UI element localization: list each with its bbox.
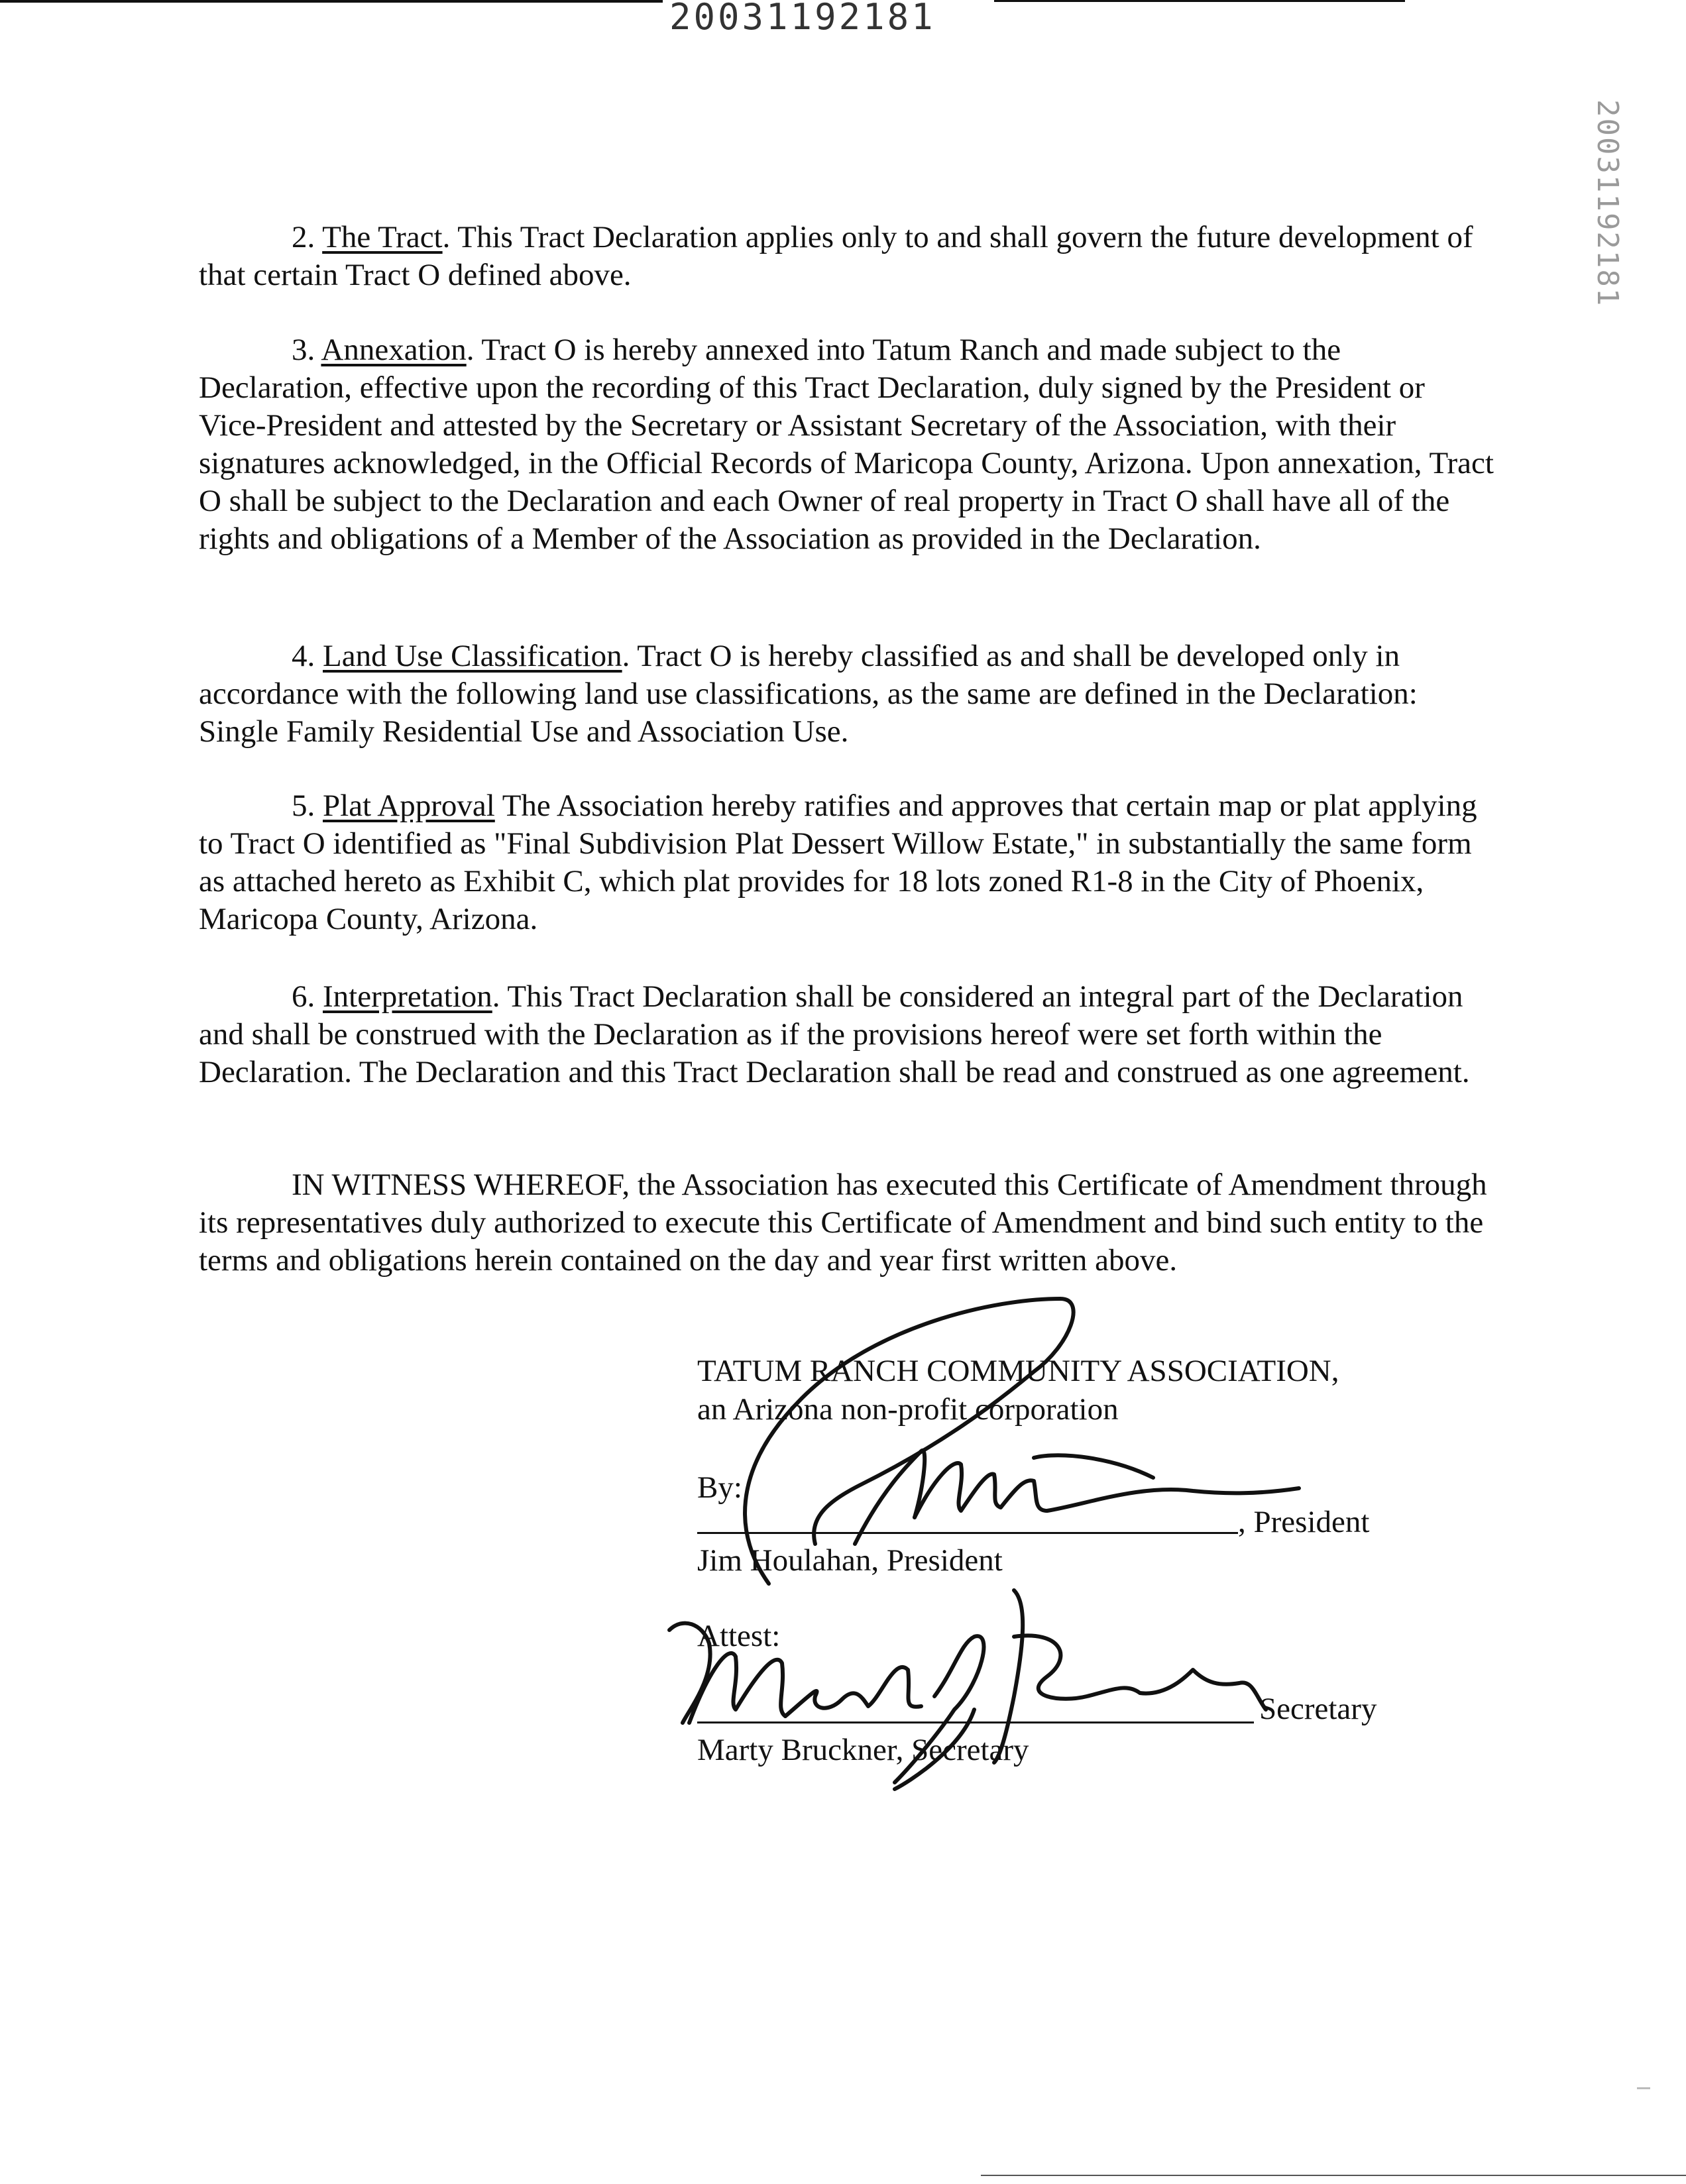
paragraph-land-use: 4. Land Use Classification. Tract O is hereby classified as and shall be developed only in accordance with the following land use classifications, as the same are defined in the Declaration: Single Family Residential Use and Association Use. [199,639,1418,749]
paragraph-text: This Tract Declaration shall be considered an integral part of the Declaration and shall be construed with the Declaration as if the provisions hereof were set forth within the Declaration. The Declaration and this Tract Declaration shall be read and construed as one agreement. [199,979,1470,1089]
org-description: an Arizona non-profit corporation [697,1392,1119,1427]
paragraph-text: This Tract Declaration applies only to and shall govern the future development of that certain Tract O defined above. [199,220,1473,292]
side-stamp: 20031192181 [1591,99,1624,307]
paragraph-number: 6. [292,979,315,1014]
paragraph-number: 2. [292,220,315,254]
paragraph-heading: Interpretation [323,979,492,1014]
paragraph-heading: The Tract [322,220,443,254]
by-label: By: [697,1470,742,1505]
paragraph-interpretation: 6. Interpretation. This Tract Declaration shall be considered an integral part of the Declaration and shall be construed with the Declaration as if the provisions hereof were set forth within the Declaration. The Declaration and this Tract Declaration shall be read and construed as one agreement. [199,979,1470,1089]
bottom-scan-rule [981,2175,1686,2176]
scan-artifact [1637,2087,1650,2089]
paragraph-text: Tract O is hereby classified as and shall be developed only in accordance with the following land use classifications, as the same are defined in the Declaration: Single Family Residential Use and Association Use. [199,639,1418,749]
paragraph-heading: Annexation [321,333,467,367]
document-number: 20031192181 [669,0,936,38]
paragraph-number: 4. [292,639,315,673]
president-name: Jim Houlahan, President [697,1543,1003,1578]
paragraph-annexation: 3. Annexation. Tract O is hereby annexed into Tatum Ranch and made subject to the Declaration, effective upon the recording of this Tract Declaration, duly signed by the President or Vice-President and attested by the Secretary or Assistant Secretary of the Association, with their signatures acknowledged, in the Official Records of Maricopa County, Arizona. Upon annexation, Tract O shall be subject to the Declaration and each Owner of real property in Tract O shall have all of the rights and obligations of a Member of the Association as provided in the Declaration. [199,333,1494,556]
paragraph-number: 3. [292,333,315,367]
witness-text: IN WITNESS WHEREOF, the Association has executed this Certificate of Amendment through its representatives duly authorized to execute this Certificate of Amendment and bind such entity to the terms and obligations herein contained on the day and year first written above. [199,1168,1487,1278]
paragraph-number: 5. [292,789,315,823]
secretary-title: Secretary [1259,1692,1377,1726]
attest-label: Attest: [697,1619,781,1653]
paragraph-heading: Land Use Classification [323,639,622,673]
secretary-name: Marty Bruckner, Secretary [697,1733,1029,1767]
president-signature [745,1299,1299,1584]
paragraph-text: The Association hereby ratifies and approves that certain map or plat applying to Tract O identified as "Final Subdivision Plat Dessert Willow Estate," in substantially the same form as attached hereto as Exhibit C, which plat provides for 18 lots zoned R1-8 in the City of Phoenix, Maricopa County, Arizona. [199,789,1477,936]
org-name: TATUM RANCH COMMUNITY ASSOCIATION, [697,1354,1339,1388]
paragraph-tract: 2. The Tract. This Tract Declaration applies only to and shall govern the future development of that certain Tract O defined above. [199,220,1473,292]
secretary-signature [669,1590,1266,1789]
paragraph-heading: Plat Approval [323,789,495,823]
president-title: , President [1238,1505,1370,1539]
paragraph-text: Tract O is hereby annexed into Tatum Ranch and made subject to the Declaration, effective upon the recording of this Tract Declaration, duly signed by the President or Vice-President and attested by the Secretary or Assistant Secretary of the Association, with their signatures acknowledged, in the Official Records of Maricopa County, Arizona. Upon annexation, Tract O shall be subject to the Declaration and each Owner of real property in Tract O shall have all of the rights and obligations of a Member of the Association as provided in the Declaration. [199,333,1494,556]
